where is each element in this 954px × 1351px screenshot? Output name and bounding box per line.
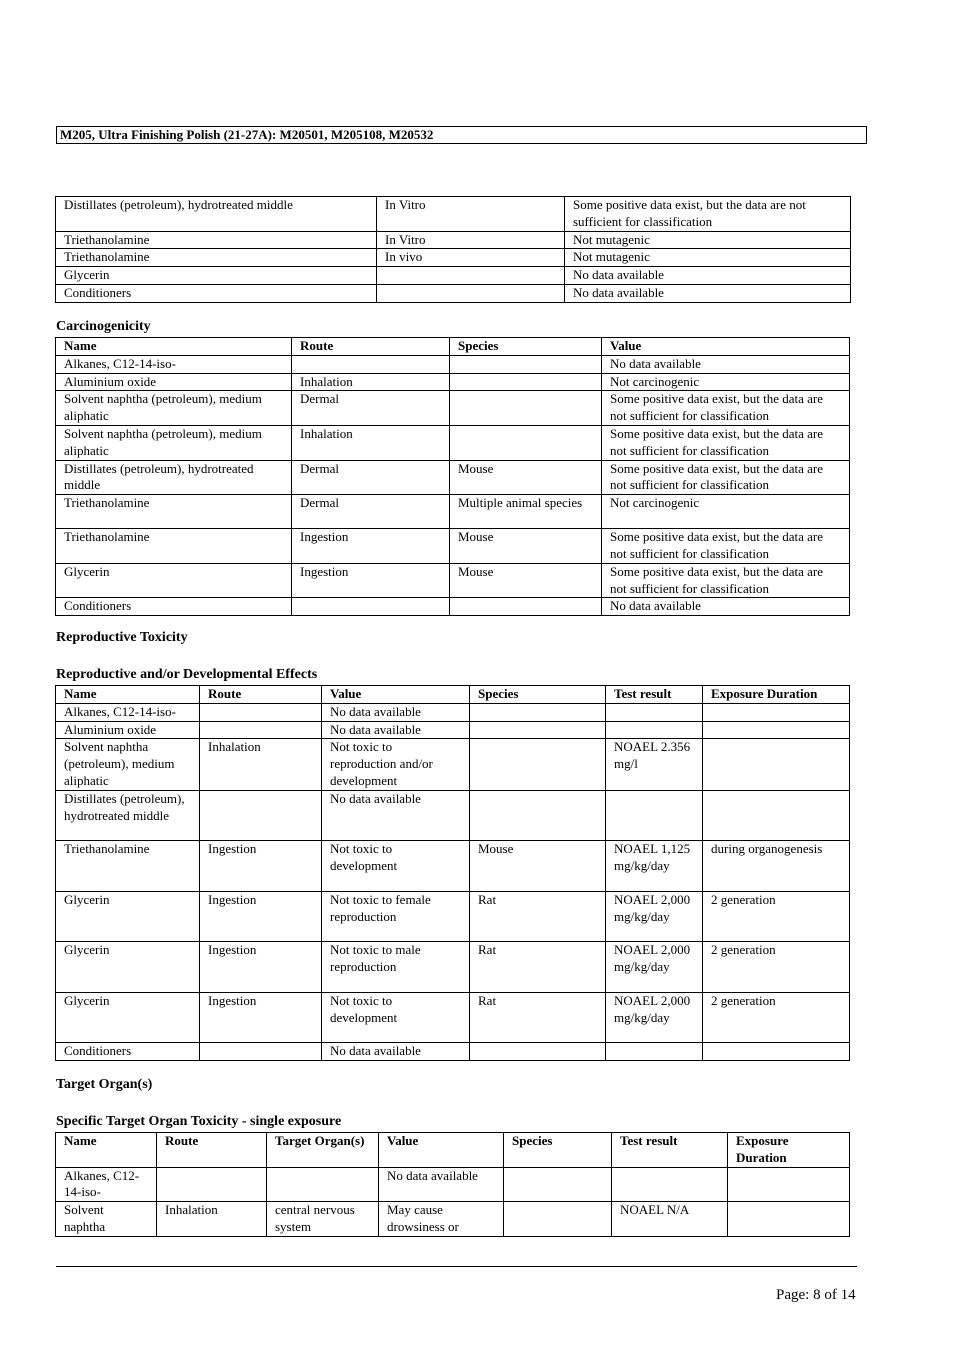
reproductive-effects-subtitle: Reproductive and/or Developmental Effects: [56, 667, 318, 682]
stot-table-cell: Inhalation: [157, 1202, 267, 1237]
stot-table-cell: Solvent naphtha: [56, 1202, 157, 1237]
carcinogenicity-column-header: Species: [450, 338, 602, 356]
carcinogenicity-column-header: Route: [292, 338, 450, 356]
reproductive-table-cell: No data available: [322, 721, 470, 739]
stot-table-cell: [157, 1167, 267, 1202]
carcinogenicity-table-cell: [450, 373, 602, 391]
reproductive-table-cell: Glycerin: [56, 992, 200, 1042]
reproductive-table-cell: NOAEL 2,000 mg/kg/day: [606, 992, 703, 1042]
mutagenicity-table: [55, 196, 851, 303]
carcinogenicity-table-cell: Aluminium oxide: [56, 373, 292, 391]
stot-table-row: [56, 1167, 850, 1202]
stot-column-header: Value: [379, 1133, 504, 1168]
carcinogenicity-title: Carcinogenicity: [56, 319, 151, 334]
mutagenicity-table-row: [56, 249, 851, 267]
reproductive-table-row: [56, 941, 850, 992]
stot-single-subtitle: Specific Target Organ Toxicity - single exposure: [56, 1114, 342, 1129]
target-organs-title: Target Organ(s): [56, 1077, 153, 1092]
reproductive-table-cell: Aluminium oxide: [56, 721, 200, 739]
footer-divider: [56, 1266, 857, 1267]
reproductive-table-cell: Ingestion: [200, 941, 322, 992]
carcinogenicity-table-cell: Mouse: [450, 460, 602, 495]
reproductive-table-cell: 2 generation: [703, 992, 850, 1042]
carcinogenicity-table: [55, 337, 850, 616]
mutagenicity-table-row: [56, 267, 851, 285]
carcinogenicity-table-cell: [292, 355, 450, 373]
mutagenicity-table-cell: Some positive data exist, but the data are not sufficient for classification: [565, 197, 851, 232]
reproductive-table-cell: Ingestion: [200, 992, 322, 1042]
carcinogenicity-column-header: Name: [56, 338, 292, 356]
reproductive-table-row: [56, 721, 850, 739]
carcinogenicity-table-row: [56, 373, 850, 391]
carcinogenicity-table-cell: [450, 598, 602, 616]
stot-table-cell: [612, 1167, 728, 1202]
reproductive-table: [55, 685, 850, 1061]
reproductive-table-row: [56, 739, 850, 790]
stot-column-header: Species: [504, 1133, 612, 1168]
reproductive-table-cell: [200, 1042, 322, 1060]
reproductive-column-header: Name: [56, 686, 200, 704]
reproductive-table-cell: Not toxic to development: [322, 840, 470, 891]
mutagenicity-table-cell: Triethanolamine: [56, 231, 377, 249]
reproductive-table-cell: Alkanes, C12-14-iso-: [56, 703, 200, 721]
reproductive-table-cell: [470, 721, 606, 739]
stot-column-header: Name: [56, 1133, 157, 1168]
reproductive-column-header: Species: [470, 686, 606, 704]
mutagenicity-table-cell: Not mutagenic: [565, 249, 851, 267]
carcinogenicity-table-cell: No data available: [602, 355, 850, 373]
carcinogenicity-table-cell: Triethanolamine: [56, 529, 292, 564]
carcinogenicity-table-cell: Not carcinogenic: [602, 495, 850, 529]
reproductive-table-cell: [606, 790, 703, 840]
carcinogenicity-table-cell: Mouse: [450, 563, 602, 598]
document-header: M205, Ultra Finishing Polish (21-27A): M20501, M205108, M20532: [56, 126, 867, 144]
carcinogenicity-table-cell: Not carcinogenic: [602, 373, 850, 391]
reproductive-table-cell: Glycerin: [56, 941, 200, 992]
stot-table-cell: NOAEL N/A: [612, 1202, 728, 1237]
reproductive-table-row: [56, 840, 850, 891]
mutagenicity-table-cell: Not mutagenic: [565, 231, 851, 249]
carcinogenicity-table-cell: Some positive data exist, but the data are not sufficient for classification: [602, 391, 850, 426]
reproductive-table-cell: [606, 1042, 703, 1060]
mutagenicity-table-cell: Conditioners: [56, 284, 377, 302]
stot-table-cell: Alkanes, C12-14-iso-: [56, 1167, 157, 1202]
reproductive-table-row: [56, 992, 850, 1042]
carcinogenicity-table-row: [56, 495, 850, 529]
carcinogenicity-header-row: [56, 338, 850, 356]
carcinogenicity-table-row: [56, 355, 850, 373]
stot-table-row: [56, 1202, 850, 1237]
reproductive-table-cell: [703, 721, 850, 739]
carcinogenicity-table-row: [56, 563, 850, 598]
reproductive-column-header: Route: [200, 686, 322, 704]
stot-table-cell: No data available: [379, 1167, 504, 1202]
carcinogenicity-table-cell: Solvent naphtha (petroleum), medium aliphatic: [56, 391, 292, 426]
reproductive-table-cell: NOAEL 2,000 mg/kg/day: [606, 941, 703, 992]
stot-table: [55, 1132, 850, 1237]
stot-table-cell: [267, 1167, 379, 1202]
reproductive-table-cell: [470, 1042, 606, 1060]
reproductive-table-cell: during organogenesis: [703, 840, 850, 891]
reproductive-table-cell: No data available: [322, 1042, 470, 1060]
reproductive-table-cell: [200, 790, 322, 840]
carcinogenicity-table-cell: Ingestion: [292, 563, 450, 598]
carcinogenicity-table-row: [56, 391, 850, 426]
reproductive-table-row: [56, 1042, 850, 1060]
reproductive-table-cell: [200, 703, 322, 721]
stot-table-cell: [504, 1202, 612, 1237]
mutagenicity-table-row: [56, 197, 851, 232]
carcinogenicity-table-cell: Inhalation: [292, 373, 450, 391]
reproductive-table-cell: [200, 721, 322, 739]
reproductive-table-cell: Rat: [470, 891, 606, 941]
reproductive-table-cell: [703, 739, 850, 790]
mutagenicity-table-cell: In Vitro: [377, 197, 565, 232]
carcinogenicity-table-cell: Some positive data exist, but the data are not sufficient for classification: [602, 425, 850, 460]
mutagenicity-table-cell: Triethanolamine: [56, 249, 377, 267]
reproductive-table-cell: No data available: [322, 703, 470, 721]
carcinogenicity-table-cell: Dermal: [292, 460, 450, 495]
reproductive-table-cell: [470, 790, 606, 840]
reproductive-table-cell: Mouse: [470, 840, 606, 891]
reproductive-toxicity-title: Reproductive Toxicity: [56, 630, 188, 645]
reproductive-table-cell: Not toxic to development: [322, 992, 470, 1042]
carcinogenicity-table-row: [56, 460, 850, 495]
reproductive-table-cell: Not toxic to reproduction and/or development: [322, 739, 470, 790]
carcinogenicity-table-cell: Some positive data exist, but the data are not sufficient for classification: [602, 529, 850, 564]
stot-header-row: [56, 1133, 850, 1168]
reproductive-table-cell: Distillates (petroleum), hydrotreated middle: [56, 790, 200, 840]
reproductive-header-row: [56, 686, 850, 704]
stot-table-cell: May cause drowsiness or: [379, 1202, 504, 1237]
stot-column-header: Test result: [612, 1133, 728, 1168]
carcinogenicity-table-row: [56, 529, 850, 564]
carcinogenicity-table-cell: [450, 391, 602, 426]
carcinogenicity-table-cell: Multiple animal species: [450, 495, 602, 529]
reproductive-table-cell: [703, 790, 850, 840]
mutagenicity-table-row: [56, 231, 851, 249]
carcinogenicity-table-cell: [450, 425, 602, 460]
reproductive-table-cell: Ingestion: [200, 840, 322, 891]
reproductive-table-cell: Glycerin: [56, 891, 200, 941]
reproductive-table-cell: Triethanolamine: [56, 840, 200, 891]
carcinogenicity-table-cell: Some positive data exist, but the data are not sufficient for classification: [602, 460, 850, 495]
reproductive-table-cell: [470, 703, 606, 721]
carcinogenicity-table-cell: Conditioners: [56, 598, 292, 616]
mutagenicity-table-row: [56, 284, 851, 302]
mutagenicity-table-cell: In vivo: [377, 249, 565, 267]
stot-table-cell: [728, 1167, 850, 1202]
stot-table-cell: [504, 1167, 612, 1202]
reproductive-table-row: [56, 891, 850, 941]
reproductive-table-cell: Not toxic to female reproduction: [322, 891, 470, 941]
reproductive-table-cell: Conditioners: [56, 1042, 200, 1060]
carcinogenicity-table-cell: Mouse: [450, 529, 602, 564]
reproductive-table-cell: [703, 1042, 850, 1060]
page-number: Page: 8 of 14: [776, 1287, 856, 1303]
mutagenicity-table-cell: No data available: [565, 267, 851, 285]
stot-column-header: Exposure Duration: [728, 1133, 850, 1168]
carcinogenicity-table-row: [56, 598, 850, 616]
reproductive-table-cell: 2 generation: [703, 941, 850, 992]
reproductive-table-cell: Ingestion: [200, 891, 322, 941]
reproductive-table-cell: Rat: [470, 941, 606, 992]
reproductive-table-cell: [606, 721, 703, 739]
reproductive-column-header: Value: [322, 686, 470, 704]
reproductive-table-cell: [470, 739, 606, 790]
carcinogenicity-table-cell: Triethanolamine: [56, 495, 292, 529]
mutagenicity-table-cell: Glycerin: [56, 267, 377, 285]
carcinogenicity-table-cell: Dermal: [292, 391, 450, 426]
carcinogenicity-table-cell: Alkanes, C12-14-iso-: [56, 355, 292, 373]
carcinogenicity-table-cell: Dermal: [292, 495, 450, 529]
reproductive-table-cell: Not toxic to male reproduction: [322, 941, 470, 992]
carcinogenicity-table-cell: Distillates (petroleum), hydrotreated middle: [56, 460, 292, 495]
reproductive-table-cell: No data available: [322, 790, 470, 840]
carcinogenicity-table-cell: No data available: [602, 598, 850, 616]
stot-table-cell: central nervous system: [267, 1202, 379, 1237]
mutagenicity-table-cell: [377, 284, 565, 302]
reproductive-column-header: Exposure Duration: [703, 686, 850, 704]
reproductive-table-cell: Rat: [470, 992, 606, 1042]
reproductive-table-cell: Inhalation: [200, 739, 322, 790]
stot-column-header: Route: [157, 1133, 267, 1168]
carcinogenicity-column-header: Value: [602, 338, 850, 356]
carcinogenicity-table-cell: [450, 355, 602, 373]
mutagenicity-table-cell: In Vitro: [377, 231, 565, 249]
reproductive-table-row: [56, 703, 850, 721]
carcinogenicity-table-cell: Glycerin: [56, 563, 292, 598]
mutagenicity-table-cell: No data available: [565, 284, 851, 302]
stot-column-header: Target Organ(s): [267, 1133, 379, 1168]
reproductive-table-cell: [703, 703, 850, 721]
reproductive-table-cell: NOAEL 1,125 mg/kg/day: [606, 840, 703, 891]
reproductive-table-cell: 2 generation: [703, 891, 850, 941]
reproductive-table-cell: [606, 703, 703, 721]
reproductive-table-cell: NOAEL 2.356 mg/l: [606, 739, 703, 790]
reproductive-table-cell: NOAEL 2,000 mg/kg/day: [606, 891, 703, 941]
reproductive-table-cell: Solvent naphtha (petroleum), medium aliphatic: [56, 739, 200, 790]
carcinogenicity-table-cell: Inhalation: [292, 425, 450, 460]
carcinogenicity-table-cell: Ingestion: [292, 529, 450, 564]
mutagenicity-table-cell: Distillates (petroleum), hydrotreated middle: [56, 197, 377, 232]
carcinogenicity-table-cell: Solvent naphtha (petroleum), medium aliphatic: [56, 425, 292, 460]
mutagenicity-table-cell: [377, 267, 565, 285]
carcinogenicity-table-cell: Some positive data exist, but the data are not sufficient for classification: [602, 563, 850, 598]
carcinogenicity-table-cell: [292, 598, 450, 616]
reproductive-table-row: [56, 790, 850, 840]
carcinogenicity-table-row: [56, 425, 850, 460]
stot-table-cell: [728, 1202, 850, 1237]
reproductive-column-header: Test result: [606, 686, 703, 704]
